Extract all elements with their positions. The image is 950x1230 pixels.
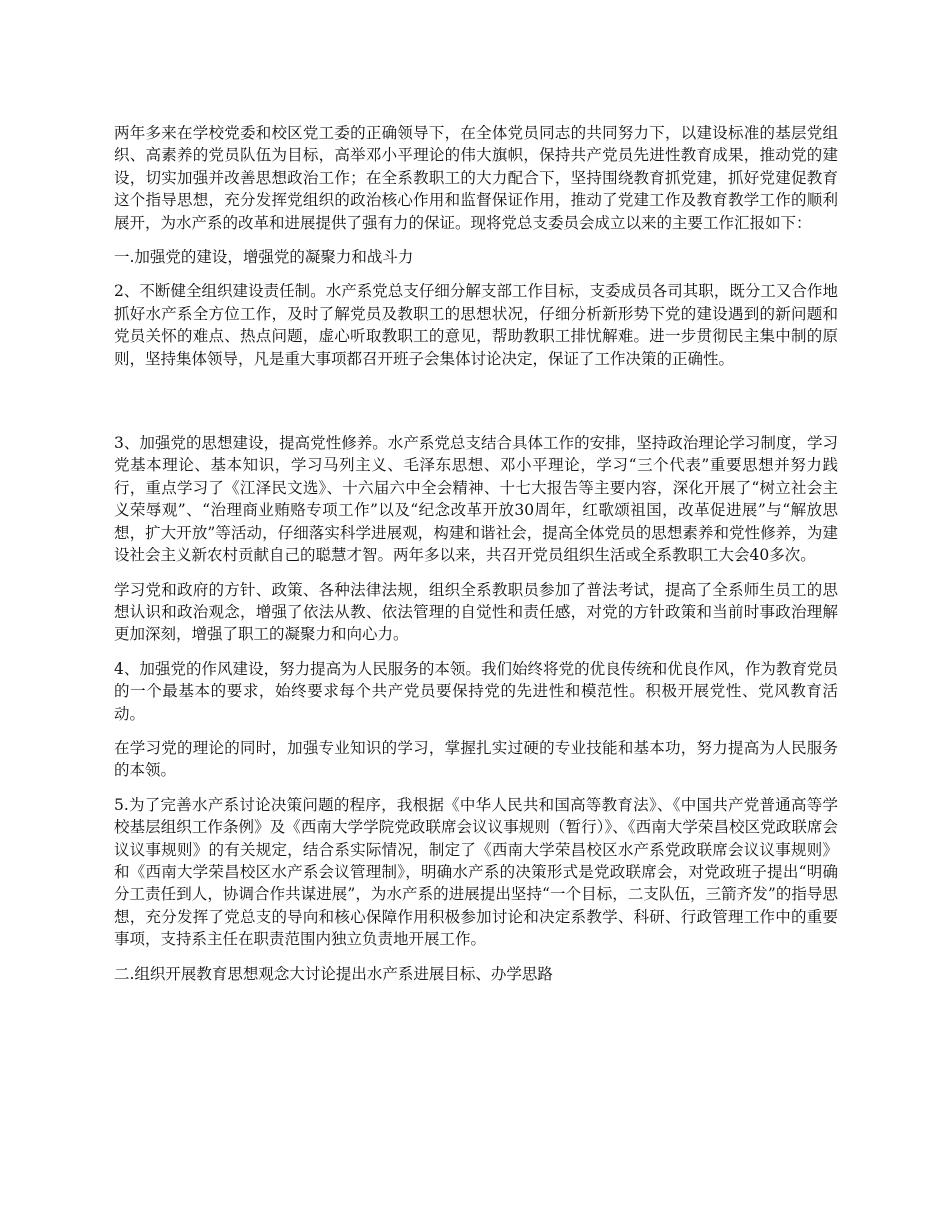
document-page — [114, 122, 838, 997]
paragraph-item-4: 4、加强党的作风建设，努力提高为人民服务的本领。我们始终将党的优良传统和优良作风，作为教育党员的一个最基本的要求，始终要求每个共产党员要保持党的先进性和模范性。积极开展党性、党风教育活动。 — [114, 659, 838, 723]
paragraph-item-3: 3、加强党的思想建设，提高党性修养。水产系党总支结合具体工作的安排，坚持政治理论学习制度，学习党基本理论、基本知识，学习马列主义、毛泽东思想、邓小平理论，学习“三个代表”重要思想并努力践行，重点学习了《江泽民文选》、十六届六中全会精神、十七大报告等主要内容，深化开展了“树立社会主义荣辱观”、“治理商业贿赂专项工作”以及“纪念改革开放30周年，红歌颂祖国，改革促进展”与“解放思想，扩大开放”等活动，仔细落实科学进展观，构建和谐社会，提高全体党员的思想素养和党性修养，为建设社会主义新农村贡献自己的聪慧才智。两年多以来，共召开党员组织生活或全系教职工大会40多次。 — [114, 434, 838, 565]
paragraph-item-2: 2、不断健全组织建设责任制。水产系党总支仔细分解支部工作目标，支委成员各司其职，既分工又合作地抓好水产系全方位工作，及时了解党员及教职工的思想状况，仔细分析新形势下党的建设遇到的新问题和党员关怀的难点、热点问题，虚心听取教职工的意见，帮助教职工排忧解难。进一步贯彻民主集中制的原则，坚持集体领导，凡是重大事项都召开班子会集体讨论决定，保证了工作决策的正确性。 — [114, 282, 838, 368]
section-heading-1: 一.加强党的建设，增强党的凝聚力和战斗力 — [114, 248, 414, 267]
paragraph-law-study: 学习党和政府的方针、政策、各种法律法规，组织全系教职员参加了普法考试，提高了全系师生员工的思想认识和政治观念，增强了依法从教、依法管理的自觉性和责任感，对党的方针政策和当前时事政治理解更加深刻，增强了职工的凝聚力和向心力。 — [114, 580, 838, 644]
blank-gap — [114, 382, 838, 432]
section-heading-2: 二.组织开展教育思想观念大讨论提出水产系进展目标、办学思路 — [114, 964, 553, 983]
paragraph-item-5: 5.为了完善水产系讨论决策问题的程序，我根据《中华人民共和国高等教育法》、《中国共产党普通高等学校基层组织工作条例》及《西南大学学院党政联席会议议事规则（暂行）》、《西南大学荣昌校区党政联席会议议事规则》的有关规定，结合系实际情况，制定了《西南大学荣昌校区水产系党政联席会议议事规则》和《西南大学荣昌校区水产系会议管理制》，明确水产系的决策形式是党政联席会，对党政班子提出“明确分工责任到人，协调合作共谋进展”，为水产系的进展提出坚持“一个目标，二支队伍，三箭齐发”的指导思想，充分发挥了党总支的导向和核心保障作用积极参加讨论和决定系教学、科研、行政管理工作中的重要事项，支持系主任在职责范围内独立负责地开展工作。 — [114, 795, 838, 949]
intro-paragraph: 两年多来在学校党委和校区党工委的正确领导下，在全体党员同志的共同努力下，以建设标准的基层党组织、高素养的党员队伍为目标，高举邓小平理论的伟大旗帜，保持共产党员先进性教育成果，推动党的建设，切实加强并改善思想政治工作；在全系教职工的大力配合下，坚持围绕教育抓党建，抓好党建促教育这个指导思想，充分发挥党组织的政治核心作用和监督保证作用，推动了党建工作及教育教学工作的顺利展开，为水产系的改革和进展提供了强有力的保证。现将党总支委员会成立以来的主要工作汇报如下： — [114, 124, 838, 232]
paragraph-professional-study: 在学习党的理论的同时，加强专业知识的学习，掌握扎实过硬的专业技能和基本功，努力提高为人民服务的本领。 — [114, 738, 838, 780]
